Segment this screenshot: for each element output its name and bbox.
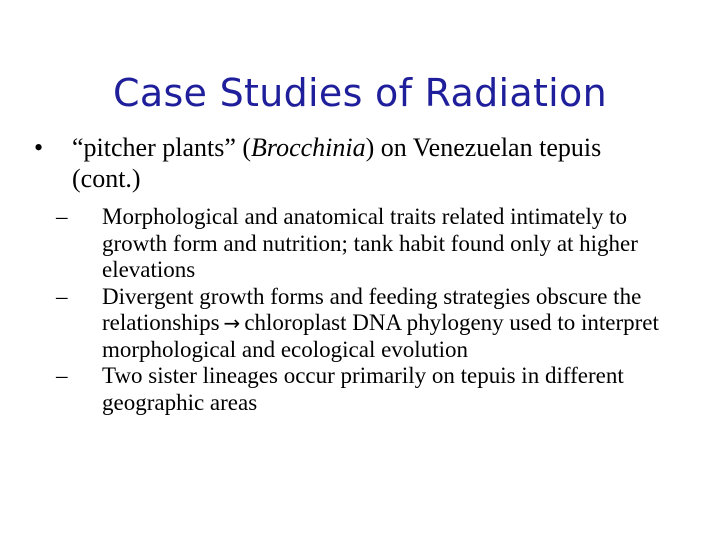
subpoint-text-post: chloroplast DNA phylogeny used to interpret morphological and ecological evolution: [102, 310, 659, 362]
bullet-text-genus: Brocchinia: [251, 133, 366, 162]
slide-body: [34, 132, 674, 416]
dash-marker: –: [56, 283, 68, 309]
dash-marker: –: [56, 363, 68, 388]
subpoint-text-pre: Divergent growth forms and feeding strategies obscure the relationships: [102, 283, 642, 335]
bullet-marker: •: [34, 133, 44, 162]
subpoint-3: [56, 363, 674, 416]
slide-title: Case Studies of Radiation: [113, 71, 607, 115]
subpoint-list: [34, 204, 674, 416]
subpoint-1: [56, 204, 674, 284]
main-bullet: [34, 132, 674, 194]
subpoint-text: Morphological and anatomical traits related intimately to growth form and nutrition; tank habit found only at higher elevations: [102, 204, 638, 282]
subpoint-text: Two sister lineages occur primarily on tepuis in different geographic areas: [102, 363, 624, 415]
subpoint-2: [56, 283, 674, 364]
bullet-text-pre: “pitcher plants” (: [72, 133, 252, 162]
right-arrow-icon: →: [223, 311, 241, 335]
bullet-text-post: ) on Venezuelan tepuis (cont.): [72, 133, 602, 193]
dash-marker: –: [56, 204, 68, 229]
